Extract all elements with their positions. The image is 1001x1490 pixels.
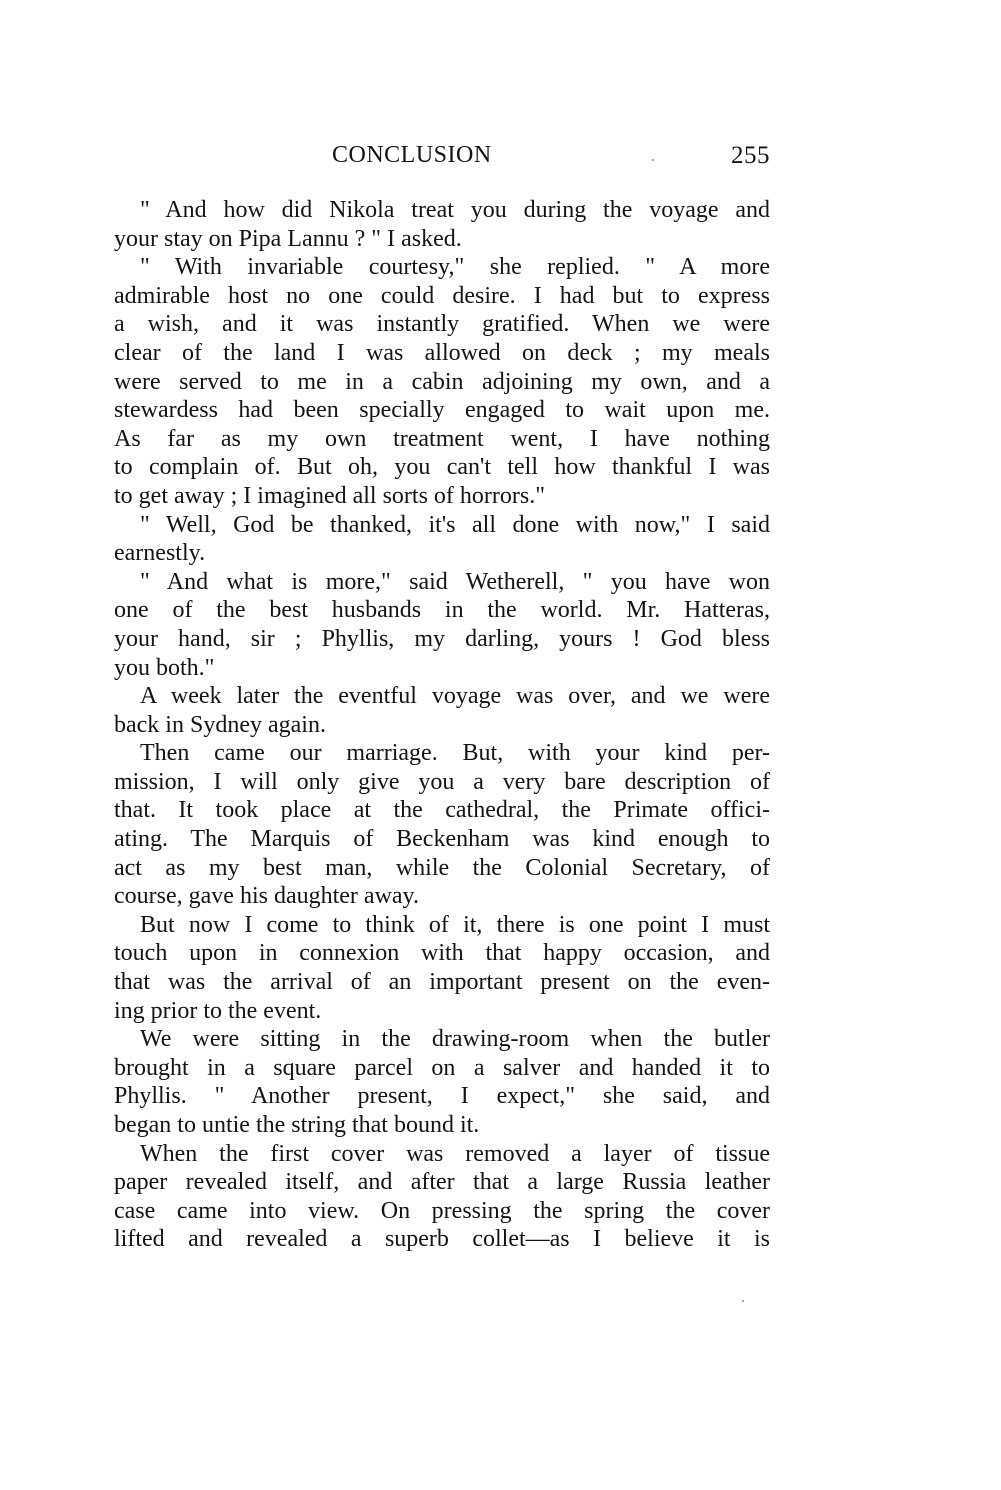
paragraph <box>90 511 770 568</box>
page-number: 255 <box>731 142 770 169</box>
text-line: that. It took place at the cathedral, the Primate offici- <box>114 797 770 824</box>
text-line: were served to me in a cabin adjoining my own, and a <box>114 368 770 395</box>
text-line: ing prior to the event. <box>114 997 322 1024</box>
text-line: " And how did Nikola treat you during the voyage and <box>140 197 770 223</box>
paragraph <box>90 196 770 253</box>
text-line: mission, I will only give you a very bare description of <box>114 768 770 795</box>
text-line: brought in a square parcel on a salver and handed it to <box>114 1054 770 1081</box>
scan-speck <box>652 159 654 161</box>
text-line: earnestly. <box>114 540 206 567</box>
paragraph <box>90 568 770 682</box>
paragraph <box>90 682 770 739</box>
paragraph <box>90 911 770 1025</box>
text-line: A week later the eventful voyage was over, and we were <box>140 683 770 710</box>
text-line: began to untie the string that bound it. <box>114 1112 480 1138</box>
text-line: But now I come to think of it, there is one point I must <box>140 911 770 938</box>
text-line: stewardess had been specially engaged to wait upon me. <box>114 397 770 424</box>
text-line: back in Sydney again. <box>114 711 326 738</box>
text-line: you both." <box>114 654 215 681</box>
text-line: act as my best man, while the Colonial Secretary, of <box>114 854 770 881</box>
text-line: " Well, God be thanked, it's all done with now," I said <box>140 511 770 538</box>
chapter-title: CONCLUSION <box>332 142 492 168</box>
text-line: your hand, sir ; Phyllis, my darling, yours ! God bless <box>114 625 770 652</box>
text-line: touch upon in connexion with that happy occasion, and <box>114 940 770 967</box>
text-line: to complain of. But oh, you can't tell how thankful I was <box>114 454 770 481</box>
paragraph <box>90 739 770 911</box>
text-line: admirable host no one could desire. I had but to express <box>114 282 770 309</box>
text-line: When the first cover was removed a layer of tissue <box>140 1140 770 1167</box>
paragraph <box>90 1025 770 1139</box>
text-line: " With invariable courtesy," she replied. " A more <box>140 254 770 281</box>
text-line: that was the arrival of an important present on the even- <box>114 969 770 996</box>
text-line: clear of the land I was allowed on deck ; my meals <box>114 339 770 366</box>
text-line: a wish, and it was instantly gratified. When we were <box>114 311 770 338</box>
text-line: paper revealed itself, and after that a large Russia leather <box>114 1169 770 1196</box>
text-line: " And what is more," said Wetherell, " you have won <box>140 568 770 595</box>
text-line: course, gave his daughter away. <box>114 883 419 910</box>
paragraph <box>90 1140 770 1254</box>
text-line: lifted and revealed a superb collet—as I believe it is <box>114 1226 770 1253</box>
scan-speck <box>742 1300 744 1302</box>
text-line: case came into view. On pressing the spring the cover <box>114 1197 770 1224</box>
text-line: As far as my own treatment went, I have nothing <box>114 425 770 452</box>
body-text <box>90 196 770 1254</box>
paragraph <box>90 253 770 510</box>
text-line: Phyllis. " Another present, I expect," she said, and <box>114 1083 770 1110</box>
text-line: your stay on Pipa Lannu ? " I asked. <box>114 225 462 252</box>
text-line: ating. The Marquis of Beckenham was kind enough to <box>114 826 770 853</box>
text-line: We were sitting in the drawing-room when the butler <box>140 1026 770 1053</box>
text-line: Then came our marriage. But, with your kind per- <box>140 740 770 767</box>
running-head <box>90 142 770 176</box>
text-line: one of the best husbands in the world. Mr. Hatteras, <box>114 597 770 624</box>
text-line: to get away ; I imagined all sorts of horrors." <box>114 482 546 509</box>
